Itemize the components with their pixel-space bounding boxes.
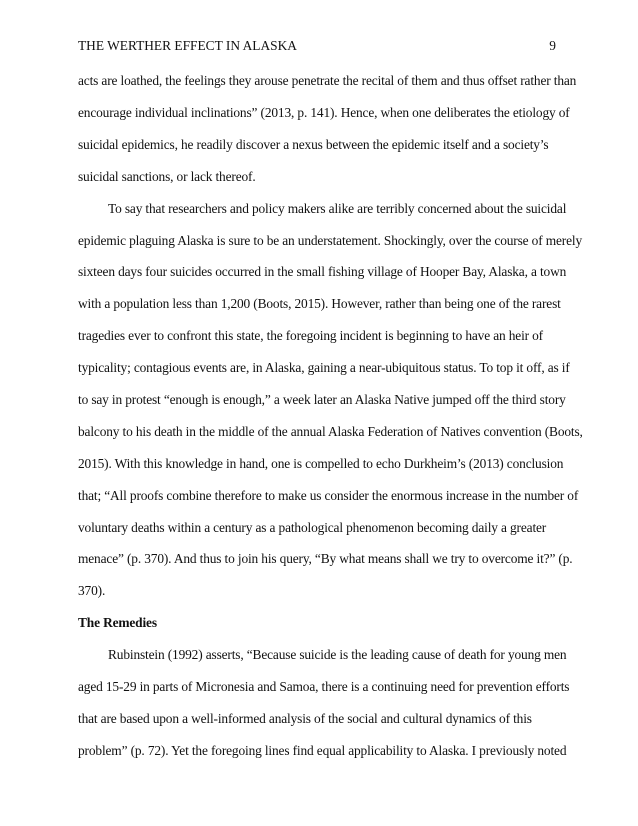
- page-number: 9: [549, 38, 556, 53]
- body-line: typicality; contagious events are, in Alaska, gaining a near-ubiquitous status. To top it off, as if: [78, 360, 570, 375]
- running-head: THE WERTHER EFFECT IN ALASKA: [78, 38, 297, 53]
- body-line: to say in protest “enough is enough,” a week later an Alaska Native jumped off the third story: [78, 392, 566, 407]
- page-header: [78, 36, 556, 56]
- body-line: suicidal sanctions, or lack thereof.: [78, 169, 256, 184]
- body-line: aged 15-29 in parts of Micronesia and Samoa, there is a continuing need for prevention efforts: [78, 679, 570, 694]
- section-heading: The Remedies: [78, 615, 157, 630]
- body-line: encourage individual inclinations” (2013, p. 141). Hence, when one deliberates the etiology of: [78, 105, 570, 120]
- body-line: 370).: [78, 583, 106, 598]
- body-line: acts are loathed, the feelings they arouse penetrate the recital of them and thus offset rather than: [78, 73, 577, 88]
- body-line: that; “All proofs combine therefore to make us consider the enormous increase in the number of: [78, 488, 579, 503]
- body-line: voluntary deaths within a century as a pathological phenomenon becoming daily a greater: [78, 520, 547, 535]
- paragraph-start-line: Rubinstein (1992) asserts, “Because suicide is the leading cause of death for young men: [108, 647, 567, 662]
- body-line: tragedies ever to confront this state, the foregoing incident is beginning to have an heir of: [78, 328, 543, 343]
- body-line: problem” (p. 72). Yet the foregoing lines find equal applicability to Alaska. I previously noted: [78, 743, 567, 758]
- paragraph-start-line: To say that researchers and policy makers alike are terribly concerned about the suicidal: [108, 201, 567, 216]
- body-line: sixteen days four suicides occurred in the small fishing village of Hooper Bay, Alaska, a town: [78, 264, 567, 279]
- body-line: menace” (p. 370). And thus to join his query, “By what means shall we try to overcome it?” (p.: [78, 551, 573, 566]
- body-line: 2015). With this knowledge in hand, one is compelled to echo Durkheim’s (2013) conclusion: [78, 456, 564, 471]
- body-line: balcony to his death in the middle of the annual Alaska Federation of Natives convention (Boots,: [78, 424, 583, 439]
- body-line: with a population less than 1,200 (Boots, 2015). However, rather than being one of the rarest: [78, 296, 561, 311]
- body-line: suicidal epidemics, he readily discover a nexus between the epidemic itself and a society’s: [78, 137, 549, 152]
- body-line: that are based upon a well-informed analysis of the social and cultural dynamics of this: [78, 711, 532, 726]
- body-line: epidemic plaguing Alaska is sure to be an understatement. Shockingly, over the course of merely: [78, 233, 582, 248]
